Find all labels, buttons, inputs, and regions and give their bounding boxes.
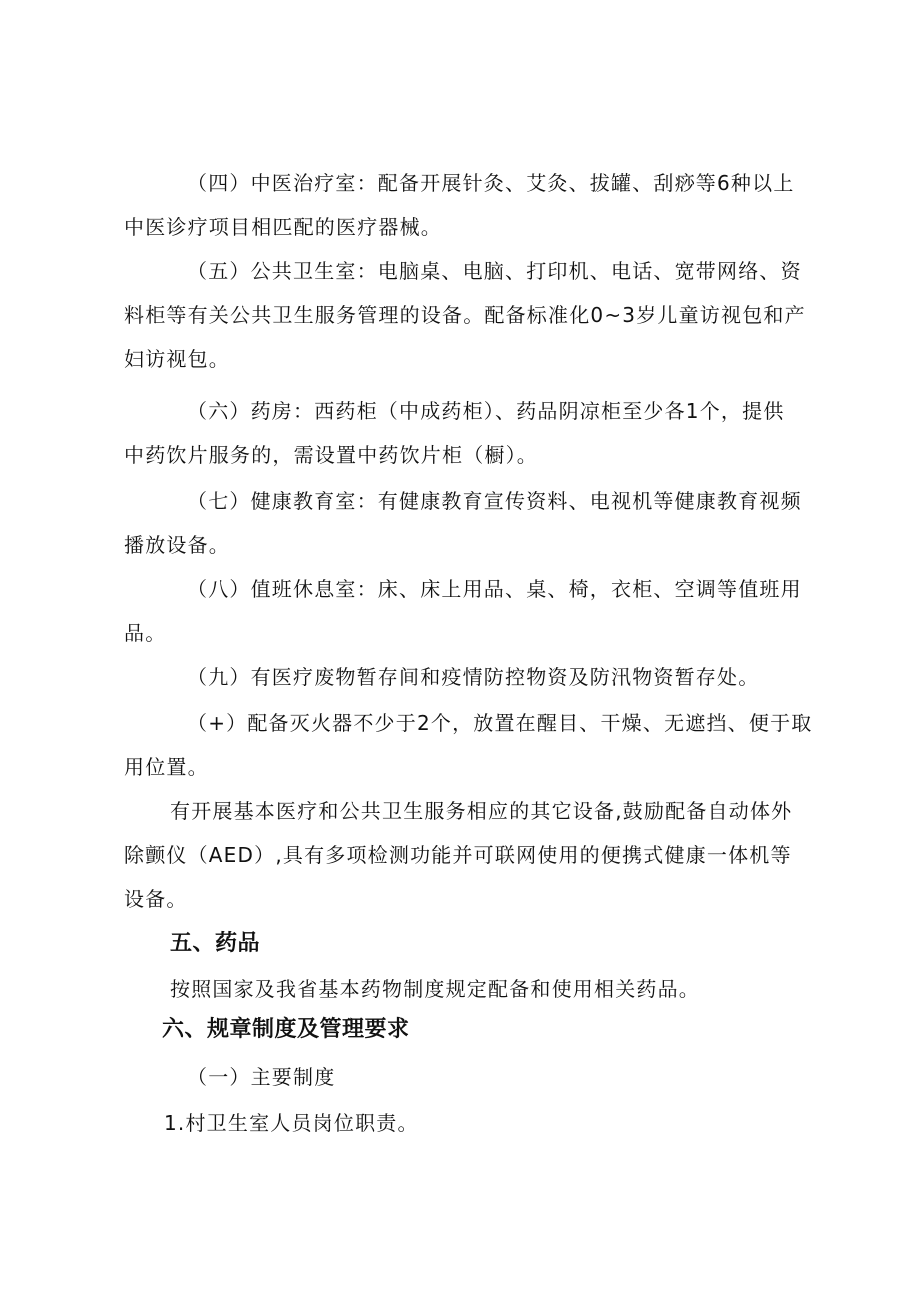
item5-line2: 料柜等有关公共卫生服务管理的设备。配备标准化0~3岁儿童访视包和产	[124, 303, 806, 327]
section6-heading: 六、规章制度及管理要求	[162, 1017, 410, 1042]
item4-line1: （四）中医治疗室：配备开展针灸、艾灸、拔罐、刮痧等6种以上	[187, 171, 795, 195]
other-equipment-line3: 设备。	[124, 887, 188, 911]
item7-line2: 播放设备。	[124, 533, 230, 557]
item10-line1: （+）配备灭火器不少于2个，放置在醒目、干燥、无遮挡、便于取	[187, 711, 813, 735]
item8-line1: （八）值班休息室：床、床上用品、桌、椅，衣柜、空调等值班用	[187, 577, 802, 601]
item6-line2: 中药饮片服务的，需设置中药饮片柜（橱）。	[124, 443, 538, 467]
item9-line1: （九）有医疗废物暂存间和疫情防控物资及防汛物资暂存处。	[187, 665, 760, 689]
item5-line3: 妇访视包。	[124, 347, 230, 371]
item8-line2: 品。	[124, 621, 167, 645]
other-equipment-line2: 除颤仪（AED）,具有多项检测功能并可联网使用的便携式健康一体机等	[124, 843, 792, 867]
section6-rule1: 1.村卫生室人员岗位职责。	[164, 1111, 419, 1135]
other-equipment-line1: 有开展基本医疗和公共卫生服务相应的其它设备,鼓励配备自动体外	[170, 799, 793, 823]
item7-line1: （七）健康教育室：有健康教育宣传资料、电视机等健康教育视频	[187, 489, 802, 513]
item6-line1: （六）药房：西药柜（中成药柜）、药品阴凉柜至少各1个，提供	[187, 399, 785, 423]
item5-line1: （五）公共卫生室：电脑桌、电脑、打印机、电话、宽带网络、资	[187, 259, 802, 283]
section5-text: 按照国家及我省基本药物制度规定配备和使用相关药品。	[170, 977, 700, 1001]
item4-line2: 中医诊疗项目相匹配的医疗器械。	[124, 215, 442, 239]
section6-sub1: （一）主要制度	[187, 1065, 336, 1089]
item10-line2: 用位置。	[124, 755, 209, 779]
section5-heading: 五、药品	[170, 931, 261, 956]
